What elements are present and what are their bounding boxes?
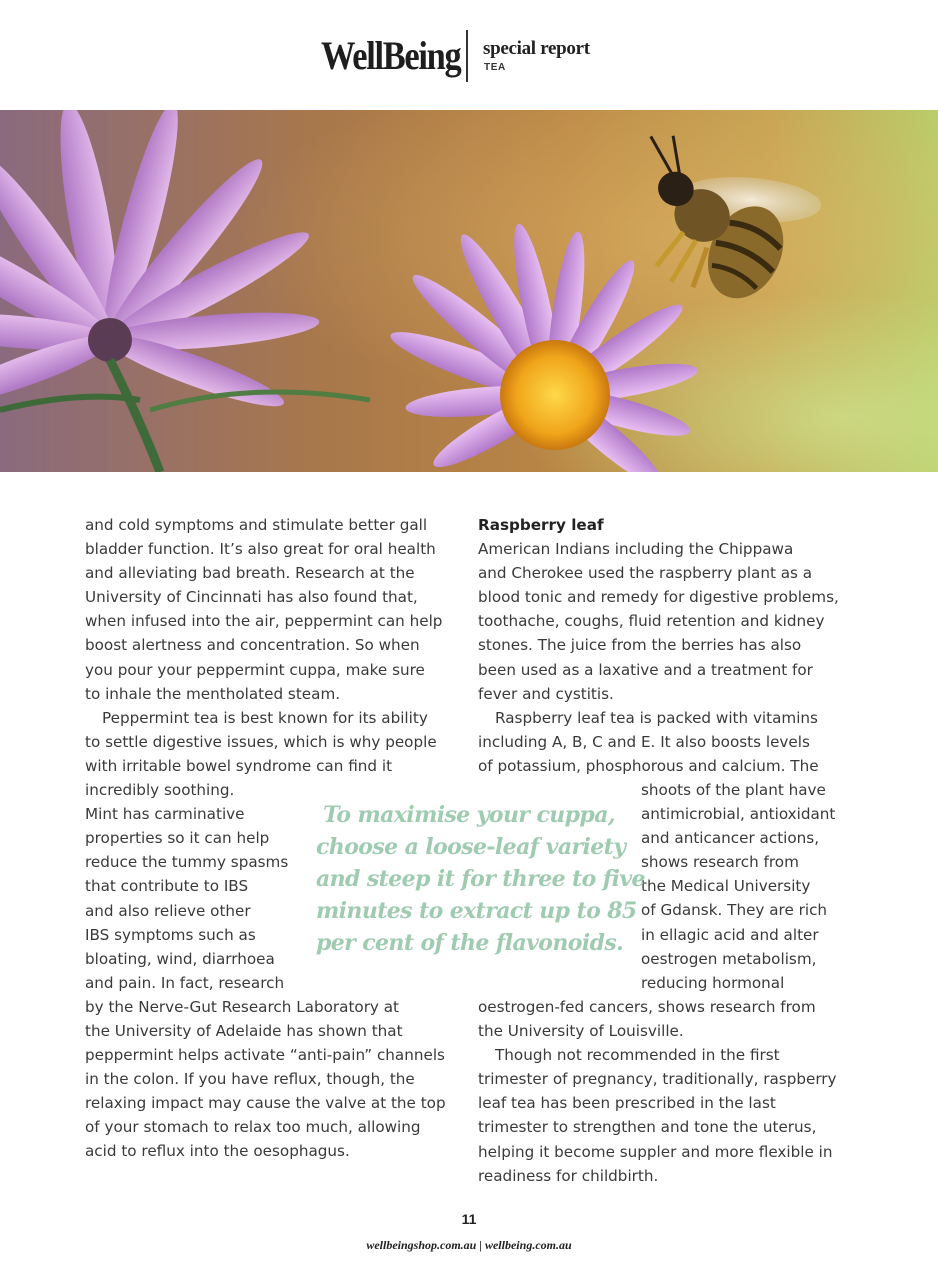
- text-line: reduce the tummy spasms: [85, 853, 289, 872]
- text-line: trimester to strengthen and tone the uterus,: [478, 1118, 817, 1137]
- hero-image: [0, 110, 938, 472]
- text-line: bladder function. It’s also great for oral health: [85, 540, 436, 559]
- text-line: shows research from: [641, 853, 799, 872]
- wellbeing-logo: WellBeing: [321, 33, 461, 78]
- text-line: Mint has carminative: [85, 805, 245, 824]
- pull-quote-line: choose a loose-leaf variety: [316, 834, 626, 860]
- text-line: of potassium, phosphorous and calcium. The: [478, 756, 819, 775]
- right-column-bottom: [478, 995, 837, 1188]
- text-line: incredibly soothing.: [85, 781, 235, 800]
- text-line: Peppermint tea is best known for its ability: [102, 708, 428, 727]
- masthead-divider: [466, 30, 468, 82]
- text-line: by the Nerve-Gut Research Laboratory at: [85, 997, 400, 1016]
- text-line: Raspberry leaf tea is packed with vitamins: [495, 708, 818, 727]
- text-line: in the colon. If you have reflux, though, the: [85, 1070, 415, 1089]
- text-line: that contribute to IBS: [85, 877, 249, 896]
- text-line: and Cherokee used the raspberry plant as a: [478, 564, 813, 583]
- pull-quote-line: To maximise your cuppa,: [323, 802, 615, 828]
- text-line: bloating, wind, diarrhoea: [85, 949, 275, 968]
- text-line: and anticancer actions,: [641, 829, 820, 848]
- text-line: of your stomach to relax too much, allowing: [85, 1118, 421, 1137]
- text-line: and cold symptoms and stimulate better gall: [85, 516, 428, 534]
- page-number: 11: [461, 1211, 477, 1227]
- text-line: when infused into the air, peppermint can help: [85, 612, 443, 631]
- text-line: properties so it can help: [85, 829, 270, 848]
- text-line: you pour your peppermint cuppa, make sure: [85, 660, 425, 679]
- bee-and-flowers-illustration: [0, 110, 938, 472]
- text-line: to inhale the mentholated steam.: [85, 684, 341, 703]
- text-line: Though not recommended in the first: [495, 1046, 780, 1065]
- text-line: acid to reflux into the oesophagus.: [85, 1142, 350, 1161]
- text-line: and pain. In fact, research: [85, 973, 285, 992]
- text-line: been used as a laxative and a treatment for: [478, 660, 813, 679]
- text-line: of Gdansk. They are rich: [641, 901, 828, 920]
- footer-website-links[interactable]: wellbeingshop.com.au | wellbeing.com.au: [366, 1238, 572, 1252]
- text-line: IBS symptoms such as: [85, 925, 256, 944]
- text-line: toothache, coughs, fluid retention and kidney: [478, 612, 825, 631]
- text-line: and alleviating bad breath. Research at the: [85, 564, 415, 583]
- raspberry-leaf-heading: Raspberry leaf: [478, 516, 604, 534]
- text-line: stones. The juice from the berries has also: [478, 636, 802, 655]
- masthead: [0, 30, 938, 84]
- text-line: American Indians including the Chippawa: [478, 540, 794, 559]
- text-line: reducing hormonal: [641, 973, 785, 992]
- pull-quote: [316, 799, 645, 959]
- text-line: shoots of the plant have: [641, 781, 826, 799]
- right-column-narrow: [641, 778, 835, 995]
- text-line: antimicrobial, antioxidant: [641, 805, 836, 824]
- text-line: University of Cincinnati has also found that,: [85, 588, 418, 607]
- text-line: oestrogen-fed cancers, shows research from: [478, 998, 816, 1016]
- text-line: fever and cystitis.: [478, 684, 614, 703]
- text-line: to settle digestive issues, which is why people: [85, 732, 437, 751]
- text-line: relaxing impact may cause the valve at the top: [85, 1094, 446, 1113]
- pull-quote-line: per cent of the flavonoids.: [316, 930, 624, 956]
- text-line: the University of Louisville.: [478, 1022, 684, 1041]
- section-title: special report: [483, 38, 590, 59]
- text-line: the University of Adelaide has shown that: [85, 1021, 403, 1040]
- pull-quote-line: minutes to extract up to 85: [316, 898, 637, 924]
- section-topic: TEA: [484, 62, 506, 73]
- right-column-top: [478, 513, 839, 778]
- text-line: with irritable bowel syndrome can find it: [85, 756, 393, 775]
- text-line: readiness for childbirth.: [478, 1166, 659, 1185]
- text-line: peppermint helps activate “anti-pain” channels: [85, 1046, 445, 1065]
- text-line: boost alertness and concentration. So when: [85, 636, 420, 655]
- text-line: oestrogen metabolism,: [641, 949, 817, 968]
- text-line: blood tonic and remedy for digestive problems,: [478, 588, 839, 607]
- pull-quote-line: and steep it for three to five: [316, 866, 645, 892]
- text-line: and also relieve other: [85, 901, 251, 920]
- text-line: trimester of pregnancy, traditionally, raspberry: [478, 1070, 837, 1089]
- text-line: leaf tea has been prescribed in the last: [478, 1094, 776, 1113]
- text-line: the Medical University: [641, 877, 811, 896]
- text-line: including A, B, C and E. It also boosts levels: [478, 732, 810, 751]
- text-line: helping it become suppler and more flexible in: [478, 1142, 833, 1161]
- text-line: in ellagic acid and alter: [641, 925, 819, 944]
